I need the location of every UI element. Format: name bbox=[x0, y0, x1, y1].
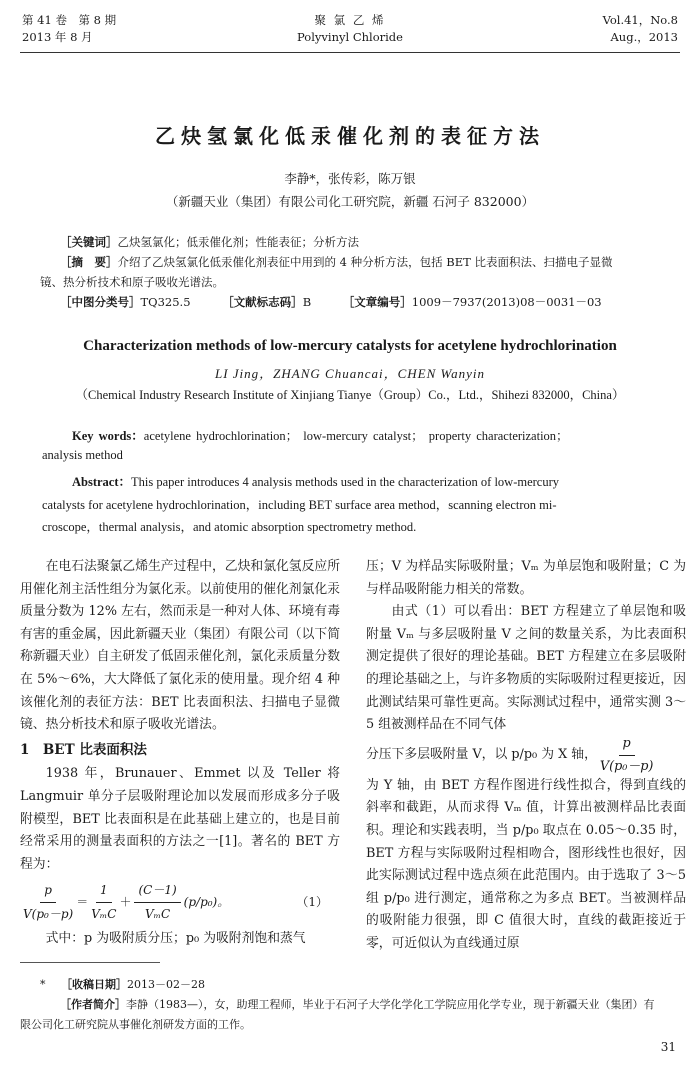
abstract-en-line3: croscope，thermal analysis，and atomic absorption spectrometry method. bbox=[42, 520, 417, 534]
affiliation-en: （Chemical Industry Research Institute of Xinjiang Tianye（Group）Co.，Ltd.，Shihezi 832000，China） bbox=[75, 388, 625, 402]
summary-cn bbox=[60, 253, 660, 272]
received-date: 2013－02－28 bbox=[127, 978, 205, 991]
equation-number: （1） bbox=[296, 895, 328, 910]
intro-paragraph: 在电石法聚氯乙烯生产过程中，乙炔和氯化氢反应所用催化剂主活性组分为氯化汞。以前使用的催化剂氯化汞质量分数为 12% 左右，然而汞是一种对人体、环境有毒有害的重金属，因此新疆天业（集团）有限公司（以下简称新疆天业）自主研发了低固汞催化剂，氯化汞质量分数在 5%～6%，大大降低了氯化汞的使用量。现介绍 4 种该催化剂的表征方法：BET 比表面积法、扫描电子显微镜、热分析技术和原子吸收光谱法。 bbox=[20, 559, 340, 733]
eq-equals: ＝ bbox=[76, 895, 89, 910]
right-para-2: 由式（1）可以看出：BET 方程建立了单层饱和吸附量 Vₘ 与多层吸附量 V 之间的数量关系，为比表面积测定提供了很好的理论基础。BET 方程建立在多层吸附的理论基础之上，与许多物质的实际吸附过程更接近，因此测试结果可靠性更高。实际测试过程中，通常实测 3～5 组被测样品在不同气体 bbox=[366, 604, 686, 733]
footnote-author bbox=[60, 995, 685, 1015]
keywords-en-line2: analysis method bbox=[42, 448, 123, 462]
article-id-label: ［文章编号］ bbox=[342, 295, 412, 309]
journal-volume-issue bbox=[22, 12, 116, 46]
doc-code-value: B bbox=[302, 295, 312, 309]
right-column bbox=[366, 556, 686, 956]
abstract-en-label: Abstract： bbox=[72, 475, 132, 489]
summary-cn-label: ［摘 要］ bbox=[60, 255, 118, 269]
clc-label: ［中图分类号］ bbox=[60, 295, 141, 309]
journal-name bbox=[250, 12, 450, 46]
axis-text: 分压下多层吸附量 V，以 p/p₀ 为 X 轴， bbox=[366, 747, 597, 763]
abstract-en-line1: This paper introduces 4 analysis methods used in the characterization of low-mercury bbox=[131, 475, 560, 489]
right-para-3: 为 Y 轴，由 BET 方程作图进行线性拟合，得到直线的斜率和截距，从而求得 Vₘ 值，计算出被测样品比表面积。理论和实践表明，当 p/p₀ 取点在 0.05～0.35 时，BET 方程与实际吸附过程相吻合，图形线性也很好，因此实际测试过程中选点须在此范围内。由于选取了 3～5 组 p/p₀ 进行测定，通常称之为多点 BET。当被测样品的吸附能力很强，即 C 值很大时，直线的截距接近于零，可近似认为直线通过原 bbox=[366, 777, 686, 951]
eq-den-2: VₘC bbox=[91, 906, 117, 921]
eq-fraction-2 bbox=[91, 879, 116, 925]
doc-code-label: ［文献标志码］ bbox=[222, 295, 303, 309]
article-id-value: 1009－7937(2013)08－0031－03 bbox=[411, 295, 602, 309]
eq-fraction-3 bbox=[134, 879, 180, 925]
journal-name-en: Polyvinyl Chloride bbox=[297, 30, 403, 44]
issue-date: 2013 年 8 月 bbox=[22, 30, 93, 44]
summary-cn-line2: 镜、热分析技术和原子吸收光谱法。 bbox=[40, 275, 224, 289]
abstract-en bbox=[72, 472, 559, 490]
axis-line bbox=[366, 737, 686, 775]
left-column bbox=[20, 556, 340, 951]
title-en: Characterization methods of low-mercury catalysts for acetylene hydrochlorination bbox=[83, 338, 617, 354]
keywords-en-label: Key words： bbox=[72, 429, 144, 443]
author-bio-label: ［作者简介］ bbox=[60, 998, 126, 1011]
keywords-cn-text: 乙炔氢氯化；低汞催化剂；性能表征；分析方法 bbox=[117, 235, 359, 249]
eq-num-1: p bbox=[40, 879, 56, 903]
authors-cn: 李静*，张传彩，陈万银 bbox=[284, 171, 416, 186]
abstract-en-line2: catalysts for acetylene hydrochlorination，including BET surface area method，scanning electron mi- bbox=[42, 498, 557, 512]
eq-fraction-1 bbox=[23, 879, 73, 925]
header-rule bbox=[20, 52, 680, 53]
journal-vol-en bbox=[603, 12, 678, 46]
title-cn: 乙炔氢氯化低汞催化剂的表征方法 bbox=[155, 124, 545, 148]
eq-plus: ＋ bbox=[119, 895, 132, 910]
where-paragraph: 式中：p 为吸附质分压；p₀ 为吸附剂饱和蒸气 bbox=[45, 931, 306, 947]
bet-equation bbox=[20, 876, 340, 928]
author-bio-line2: 限公司化工研究院从事催化剂研发方面的工作。 bbox=[20, 1018, 251, 1031]
authors-en: LI Jing，ZHANG Chuancai，CHEN Wanyin bbox=[214, 366, 486, 381]
summary-cn-line1: 介绍了乙炔氢氯化低汞催化剂表征中用到的 4 种分析方法，包括 BET 比表面积法、扫描电子显微 bbox=[117, 255, 613, 269]
page-number: 31 bbox=[660, 1040, 676, 1054]
date-en: Aug.，2013 bbox=[610, 30, 678, 44]
eq-num-2: 1 bbox=[96, 879, 112, 903]
eq-num-3: (C－1) bbox=[134, 879, 180, 903]
vol-no-en: Vol.41，No.8 bbox=[602, 13, 678, 27]
keywords-cn bbox=[60, 233, 359, 252]
section-heading-bet: 1 BET 比表面积法 bbox=[20, 741, 147, 758]
keywords-en bbox=[72, 426, 569, 444]
received-label: ［收稿日期］ bbox=[61, 978, 127, 991]
right-para-1: 压；V 为样品实际吸附量；Vₘ 为单层饱和吸附量；C 为与样品吸附能力相关的常数。 bbox=[366, 559, 686, 597]
bet-paragraph: 1938 年，Brunauer、Emmet 以及 Teller 将 Langmuir 单分子层吸附理论加以发展而形成多分子吸附模型，BET 比表面积是在此基础上建立的，也是目前经常采用的测量表面积的方法之一[1]。著名的 BET 方程为： bbox=[20, 766, 340, 872]
axis-num: p bbox=[619, 733, 635, 757]
classification-line bbox=[60, 293, 680, 312]
keywords-cn-label: ［关键词］ bbox=[60, 235, 118, 249]
volume-issue: 第 41 卷 第 8 期 bbox=[22, 13, 117, 27]
eq-den-1: V(p₀－p) bbox=[23, 906, 74, 921]
journal-name-cn: 聚 氯 乙 烯 bbox=[314, 13, 386, 27]
author-bio-line1: 李静（1983—），女，助理工程师，毕业于石河子大学化学化工学院应用化学专业，现于新疆天业（集团）有 bbox=[126, 998, 655, 1011]
eq-den-3: VₘC bbox=[144, 906, 171, 921]
axis-den: V(p₀－p) bbox=[599, 759, 654, 775]
clc-value: TQ325.5 bbox=[140, 295, 191, 309]
keywords-en-line1: acetylene hydrochlorination； low-mercury catalyst； property characterization； bbox=[143, 429, 569, 443]
footnote-received bbox=[40, 975, 205, 995]
axis-fraction bbox=[600, 733, 654, 779]
footnote-rule bbox=[20, 962, 160, 963]
footnote-star: * bbox=[40, 978, 46, 991]
affiliation-cn: （新疆天业（集团）有限公司化工研究院，新疆 石河子 832000） bbox=[165, 194, 535, 209]
eq-tail: (p/p₀)。 bbox=[183, 895, 230, 910]
